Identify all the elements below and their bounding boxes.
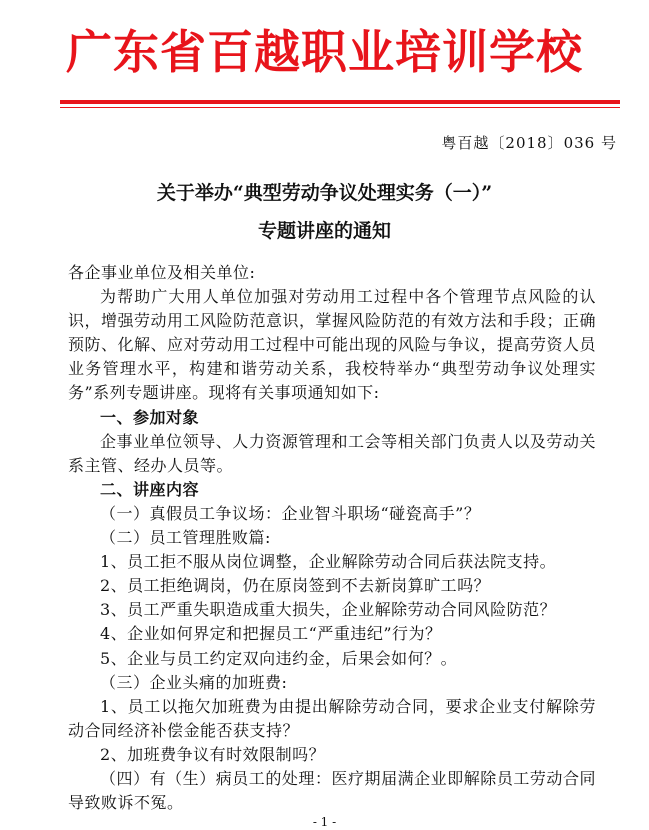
content-item-2-2: 2、员工拒绝调岗，仍在原岗签到不去新岗算旷工吗？ [100,576,491,596]
content-item-2-3: 3、员工严重失职造成重大损失，企业解除劳动合同风险防范？ [100,600,557,620]
content-item-2-4: 4、企业如何界定和把握员工“严重违纪”行为？ [100,624,442,644]
page-number: - 1 - [312,815,337,829]
salutation: 各企事业单位及相关单位: [68,263,256,282]
org-header: 广东省百越职业培训学校 [66,25,583,79]
document-body [68,261,596,815]
intro-paragraph: 为帮助广大用人单位加强对劳动用工过程中各个管理节点风险的认识，增强劳动用工风险防范意识，掌握风险防范的有效方法和手段；正确预防、化解、应对劳动用工过程中可能出现的风险与争议，提高劳资人员业务管理水平，构建和谐劳动关系，我校特举办“典型劳动争议处理实务”系列专题讲座。现将有关事项通知如下: [68,287,597,403]
header-rule-thick [60,100,620,104]
section-2-heading: 二、讲座内容 [100,479,200,499]
document-number: 粤百越〔2018〕036 号 [441,134,617,152]
content-item-1: （一）真假员工争议场：企业智斗职场“碰瓷高手”？ [100,503,481,523]
content-item-3-1: 1、员工以拖欠加班费为由提出解除劳动合同，要求企业支付解除劳动合同经济补偿金能否获支持？ [68,696,596,740]
section-1-heading: 一、参加对象 [100,407,200,427]
title-line-2: 专题讲座的通知 [257,220,391,242]
content-item-2: （二）员工管理胜败篇: [100,528,271,548]
content-item-2-5: 5、企业与员工约定双向违约金，后果会如何？。 [100,648,458,668]
content-item-3: （三）企业头痛的加班费: [100,672,288,692]
content-item-2-1: 1、员工拒不服从岗位调整，企业解除劳动合同后获法院支持。 [100,552,557,572]
header-rule-thin [60,107,620,108]
title-line-1: 关于举办“典型劳动争议处理实务（一）” [156,182,493,204]
section-1-text: 企事业单位领导、人力资源管理和工会等相关部门负责人以及劳动关系主管、经办人员等。 [68,431,596,475]
content-item-4: （四）有（生）病员工的处理：医疗期届满企业即解除员工劳动合同导致败诉不冤。 [68,768,596,813]
content-item-3-2: 2、加班费争议有时效限制吗？ [100,744,326,764]
